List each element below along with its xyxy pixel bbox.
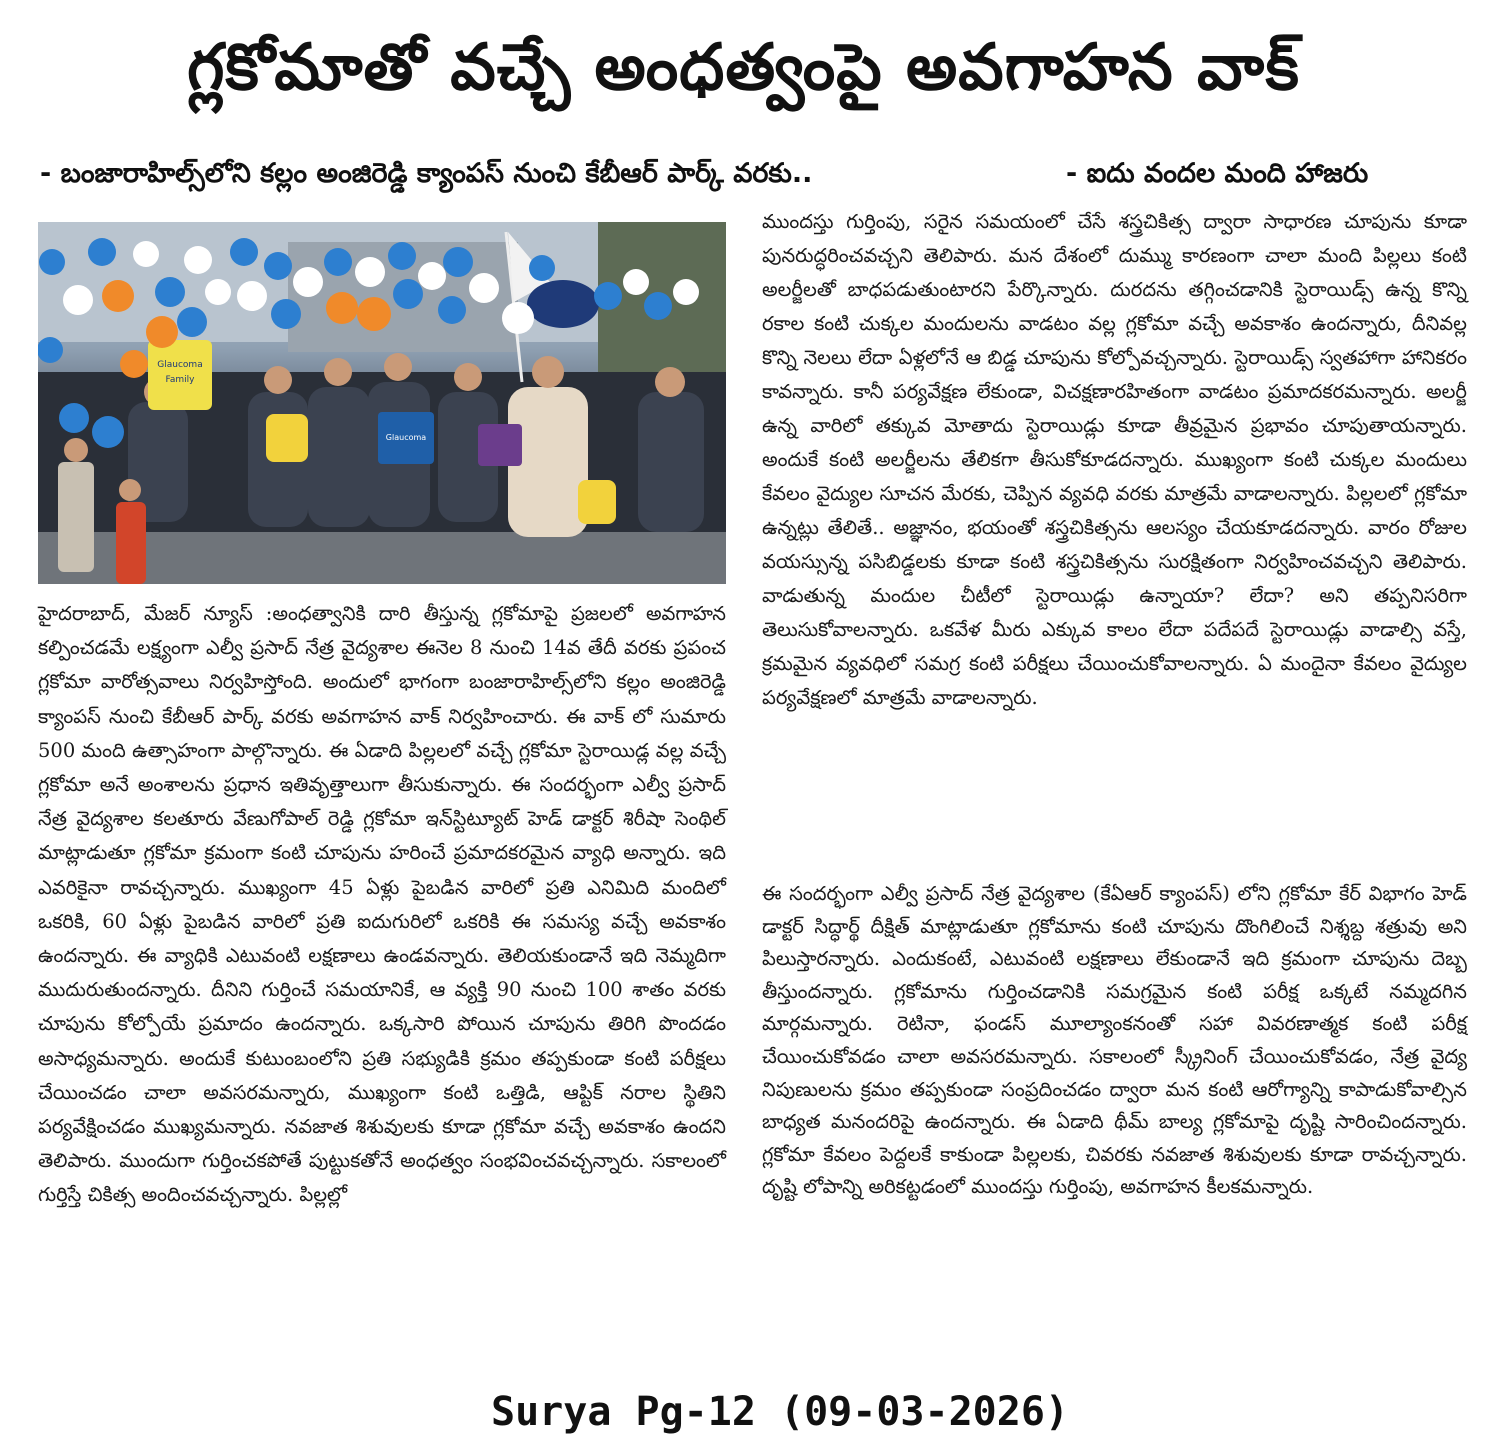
article-column-left: [38, 597, 726, 1213]
article-column-right-bottom: [762, 878, 1467, 1204]
walk-crowd-illustration: [38, 222, 726, 584]
photo-sign-3: Glaucoma: [385, 433, 427, 442]
headline: గ్లకోమాతో వచ్చే అంధత్వంపై అవగాహన వాక్: [187, 31, 1300, 105]
source-caption: Surya Pg-12 (09-03-2026): [491, 1389, 1069, 1435]
news-photo: [38, 222, 726, 584]
subheading-route: - బంజారాహిల్స్‌లోని కల్లం అంజిరెడ్డి క్యాంపస్ నుంచి కేబీఆర్ పార్క్ వరకు..: [40, 158, 813, 189]
article-paragraph: ముందస్తు గుర్తింపు, సరైన సమయంలో చేసే శస్త్రచికిత్స ద్వారా సాధారణ చూపును కూడా పునరుద్ధరించవచ్చని తెలిపారు. మన దేశంలో దుమ్ము కారణంగా చాలా మంది పిల్లలు కంటి అలర్జీలతో బాధపడుతుంటారని పేర్కొన్నారు. దురదను తగ్గించడానికి స్టెరాయిడ్స్ ఉన్న కొన్ని రకాల కంటి చుక్కల మందులను వాడటం వల్ల గ్లకోమా వచ్చే అవకాశం ఉందన్నారు, దీనివల్ల కొన్ని నెలలు లేదా ఏళ్లలోనే ఆ బిడ్డ చూపును కోల్పోవచ్చన్నారు. స్టెరాయిడ్స్ స్వతహాగా హానికరం కావన్నారు. కానీ పర్యవేక్షణ లేకుండా, విచక్షణారహితంగా వాడటం ప్రమాదకరమన్నారు. అలర్జీ ఉన్న వారిలో తక్కువ మోతాదు స్టెరాయిడ్లు కూడా తీవ్రమైన ప్రభావం చూపుతాయన్నారు. అందుకే కంటి అలర్జీలను తేలికగా తీసుకోకూడదన్నారు. ముఖ్యంగా కంటి చుక్కల మందులు కేవలం వైద్యుల సూచన మేరకు, చెప్పిన వ్యవధి వరకు మాత్రమే వాడాలన్నారు. పిల్లలలో గ్లకోమా ఉన్నట్లు తేలితే.. అజ్ఞానం, భయంతో శస్త్రచికిత్సను ఆలస్యం చేయకూడదన్నారు. వారం రోజుల వయస్సున్న పసిబిడ్డలకు కూడా కంటి శస్త్రచికిత్సను సురక్షితంగా నిర్వహించవచ్చని తెలిపారు. వాడుతున్న మందుల చీటీలో స్టెరాయిడ్లు ఉన్నాయా? లేదా? అని తప్పనిసరిగా తెలుసుకోవాలన్నారు. ఒకవేళ మీరు ఎక్కువ కాలం లేదా పదేపదే స్టెరాయిడ్లు వాడాల్సి వస్తే, క్రమమైన వ్యవధిలో సమగ్ర కంటి పరీక్షలు చేయించుకోవాలన్నారు. ఏ మందైనా కేవలం వైద్యుల పర్యవేక్షణలో మాత్రమే వాడాలన్నారు.: [762, 210, 1467, 709]
photo-sign-1: Glaucoma: [157, 360, 203, 370]
subheading-attendance: - ఐదు వందల మంది హాజరు: [1066, 158, 1369, 189]
article-paragraph: హైదరాబాద్, మేజర్ న్యూస్ :అంధత్వానికి దారి తీస్తున్న గ్లకోమాపై ప్రజలలో అవగాహన కల్పించడమే లక్ష్యంగా ఎల్వీ ప్రసాద్ నేత్ర వైద్యశాల ఈనెల 8 నుంచి 14వ తేదీ వరకు ప్రపంచ గ్లకోమా వారోత్సవాలు నిర్వహిస్తోంది. అందులో భాగంగా బంజారాహిల్స్‌లోని కల్లం అంజిరెడ్డి క్యాంపస్ నుంచి కేబీఆర్ పార్క్ వరకు అవగాహన వాక్ నిర్వహించారు. ఈ వాక్ లో సుమారు 500 మంది ఉత్సాహంగా పాల్గొన్నారు. ఈ ఏడాది పిల్లలలో వచ్చే గ్లకోమా స్టెరాయిడ్ల వల్ల వచ్చే గ్లకోమా అనే అంశాలను ప్రధాన ఇతివృత్తాలుగా తీసుకున్నారు. ఈ సందర్భంగా ఎల్వీ ప్రసాద్ నేత్ర వైద్యశాల కలతూరు వేణుగోపాల్ రెడ్డి గ్లకోమా ఇన్‌స్టిట్యూట్ హెడ్ డాక్టర్ శిరీషా సెంథిల్ మాట్లాడుతూ గ్లకోమా క్రమంగా కంటి చూపును హరించే ప్రమాదకరమైన వ్యాధి అన్నారు. ఇది ఎవరికైనా రావచ్చన్నారు. ముఖ్యంగా 45 ఏళ్లు పైబడిన వారిలో ప్రతి ఎనిమిది మందిలో ఒకరికి, 60 ఏళ్లు పైబడిన వారిలో ప్రతి ఐదుగురిలో ఒకరికి ఈ సమస్య వచ్చే అవకాశం ఉందన్నారు. ఈ వ్యాధికి ఎటువంటి లక్షణాలు ఉండవన్నారు. తెలియకుండానే ఇది నెమ్మదిగా ముదురుతుందన్నారు. దీనిని గుర్తించే సమయానికే, ఆ వ్యక్తి 90 నుంచి 100 శాతం వరకు చూపును కోల్పోయే ప్రమాదం ఉందన్నారు. ఒక్కసారి పోయిన చూపును తిరిగి పొందడం అసాధ్యమన్నారు. అందుకే కుటుంబంలోని ప్రతి సభ్యుడికి క్రమం తప్పకుండా కంటి పరీక్షలు చేయించడం చాలా అవసరమన్నారు, ముఖ్యంగా కంటి ఒత్తిడి, ఆప్టిక్ నరాల స్థితిని పర్యవేక్షించడం ముఖ్యమన్నారు. నవజాత శిశువులకు కూడా గ్లకోమా వచ్చే అవకాశం ఉందని తెలిపారు. ముందుగా గుర్తించకపోతే పుట్టుకతోనే అంధత్వం సంభవించవచ్చన్నారు. సకాలంలో గుర్తిస్తే చికిత్స అందించవచ్చన్నారు. పిల్లల్లో: [38, 602, 726, 1207]
article-paragraph: ఈ సందర్భంగా ఎల్వీ ప్రసాద్ నేత్ర వైద్యశాల (కేఏఆర్ క్యాంపస్) లోని గ్లకోమా కేర్ విభాగం హెడ్ డాక్టర్ సిద్ధార్థ్ దీక్షిత్ మాట్లాడుతూ గ్లకోమాను కంటి చూపును దొంగిలించే నిశ్శబ్ద శత్రువు అని పిలుస్తారన్నారు. ఎందుకంటే, ఎటువంటి లక్షణాలు లేకుండానే ఇది క్రమంగా చూపును దెబ్బ తీస్తుందన్నారు. గ్లకోమాను గుర్తించడానికి సమగ్రమైన కంటి పరీక్ష ఒక్కటే నమ్మదగిన మార్గమన్నారు. రెటినా, ఫండస్ మూల్యాంకనంతో సహా వివరణాత్మక కంటి పరీక్ష చేయించుకోవడం చాలా అవసరమన్నారు. సకాలంలో స్క్రీనింగ్ చేయించుకోవడం, నేత్ర వైద్య నిపుణులను క్రమం తప్పకుండా సంప్రదించడం ద్వారా మన కంటి ఆరోగ్యాన్ని కాపాడుకోవాల్సిన బాధ్యత మనందరిపై ఉందన్నారు. ఈ ఏడాది థీమ్ బాల్య గ్లకోమాపై దృష్టి సారించిందన్నారు. గ్లకోమా కేవలం పెద్దలకే కాకుండా పిల్లలకు, చివరకు నవజాత శిశువులకు కూడా రావచ్చన్నారు. దృష్టి లోపాన్ని అరికట్టడంలో ముందస్తు గుర్తింపు, అవగాహన కీలకమన్నారు.: [762, 882, 1467, 1199]
photo-sign-2: Family: [165, 375, 195, 385]
article-column-right-top: [762, 205, 1467, 715]
